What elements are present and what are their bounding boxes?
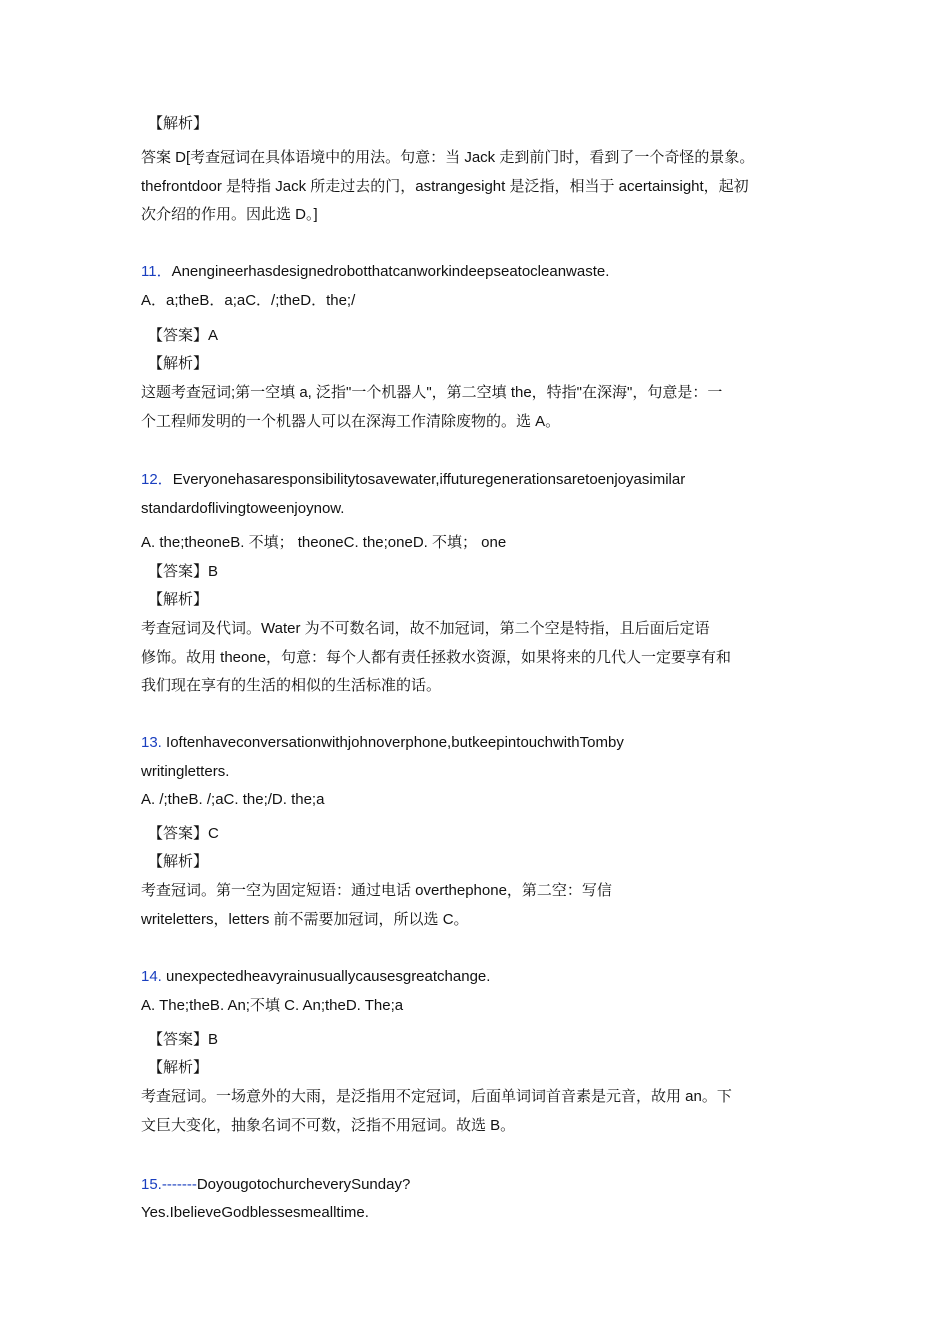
text-line-jx11 [148,354,208,374]
line-text: writingletters. [141,763,230,780]
line-text: unexpectedheavyrainusuallycausesgreatchange. [161,968,491,985]
line-text: thefrontdoor 是特指 Jack 所走过去的门，astrangesight 是泛指，相当于 acertainsight，起初 [141,178,749,195]
text-line-o14 [141,996,403,1016]
line-text: 考查冠词。一场意外的大雨，是泛指用不定冠词，后面单词词首音素是元音，故用 an。下 [141,1088,732,1105]
line-text: 考查冠词。第一空为固定短语：通过电话 overthephone，第二空：写信 [141,882,612,899]
text-line-a12 [148,562,218,582]
question-number: 12． [141,471,173,488]
line-text: 【解析】 [148,591,209,608]
line-text: Anengineerhasdesignedrobotthatcanworkindeepseatocleanwaste. [171,263,610,280]
line-text: 这题考查冠词;第一空填 a, 泛指"一个机器人"，第二空填 the，特指"在深海"，句意是：一 [141,384,723,401]
text-line-q11 [141,262,609,282]
text-line-a14 [148,1030,218,1050]
text-line-e12b [141,648,731,668]
text-line-jx12 [148,590,208,610]
text-line-e13b [141,910,469,930]
text-line-o13 [141,790,324,810]
line-text: 【解析】 [148,355,209,372]
line-text: Yes.IbelieveGodblessesmealltime. [141,1204,369,1221]
line-text: writeletters，letters 前不需要加冠词，所以选 C。 [141,911,469,928]
line-text: 个工程师发明的一个机器人可以在深海工作清除废物的。选 A。 [141,413,561,430]
text-line-e14b [141,1116,515,1136]
line-text: 我们现在享有的生活的相似的生活标准的话。 [141,677,442,694]
text-line-o11 [141,291,355,311]
line-text: 【解析】 [148,1059,209,1076]
text-line-e11b [141,412,560,432]
line-text: standardoflivingtoweenjoynow. [141,500,345,517]
text-line-a11 [148,326,218,346]
text-line-jx14 [148,1058,208,1078]
text-line-e12a [141,619,710,639]
text-line-e10a [141,148,754,168]
line-text: A．a;theB．a;aC．/;theD．the;/ [141,292,356,309]
line-text: Everyonehasaresponsibilitytosavewater,iffuturegenerationsaretoenjoyasimilar [172,471,686,488]
text-line-jx13 [148,852,208,872]
text-line-q12b [141,499,344,519]
line-text: Ioftenhaveconversationwithjohnoverphone,butkeepintouchwithTomby [161,734,624,751]
line-text: A. The;theB. An;不填 C. An;theD. The;a [141,997,404,1014]
line-text: 修饰。故用 theone，句意：每个人都有责任拯救水资源，如果将来的几代人一定要享有和 [141,649,732,666]
line-text: 【答案】B [148,1031,219,1048]
line-text: 【答案】B [148,563,219,580]
line-text: DoyougotochurcheverySunday? [196,1176,411,1193]
text-line-q15b [141,1203,369,1223]
line-text: 【答案】A [148,327,219,344]
question-number: 14. [141,968,162,985]
line-text: 【解析】 [148,853,209,870]
text-line-a13 [148,824,219,844]
line-text: 次介绍的作用。因此选 D。] [141,206,318,223]
text-line-e11a [141,383,722,403]
line-text: 答案 D[考查冠词在具体语境中的用法。句意：当 Jack 走到前门时，看到了一个奇怪的景象。 [141,149,755,166]
text-line-e10c [141,205,318,225]
question-number: 11． [141,263,172,280]
text-line-e14a [141,1087,732,1107]
line-text: 【答案】C [148,825,219,842]
line-text: 【解析】 [148,115,209,132]
text-line-q13b [141,762,229,782]
question-number: 13. [141,734,162,751]
line-text: 文巨大变化，抽象名词不可数，泛指不用冠词。故选 B。 [141,1117,516,1134]
text-line-e13a [141,881,612,901]
text-line-q13 [141,733,624,753]
line-text: A. the;theoneB. 不填； theoneC. the;oneD. 不填； one [141,534,507,551]
question-number: 15.------- [141,1176,197,1193]
text-line-q15 [141,1175,410,1195]
text-line-jx10 [148,114,208,134]
text-line-q12 [141,470,685,490]
text-line-o12 [141,533,506,553]
line-text: 考查冠词及代词。Water 为不可数名词，故不加冠词，第二个空是特指，且后面后定语 [141,620,710,637]
line-text: A. /;theB. /;aC. the;/D. the;a [141,791,325,808]
text-line-e12c [141,676,441,696]
text-line-e10b [141,177,749,197]
text-line-q14 [141,967,490,987]
